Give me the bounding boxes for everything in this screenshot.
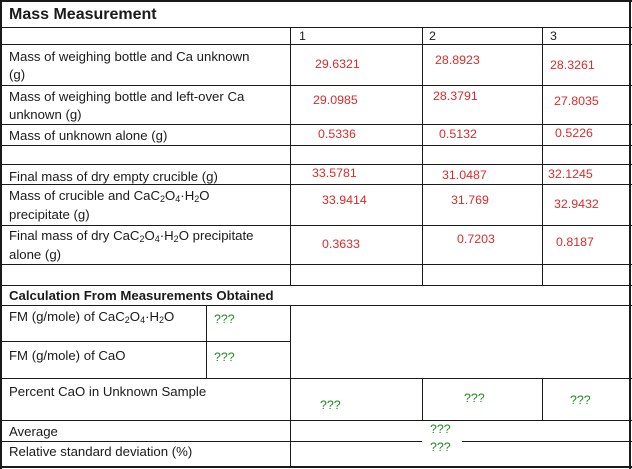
row-label-rsd: Relative standard deviation (%) (9, 444, 193, 459)
value-cell: 0.5336 (318, 127, 356, 141)
border-top (0, 0, 632, 2)
rule (0, 341, 290, 342)
rule (0, 420, 632, 421)
value-cell: 29.0985 (313, 93, 358, 107)
value-cell: 0.3633 (322, 237, 360, 251)
value-cell: 33.5781 (312, 166, 357, 180)
rule (0, 225, 632, 226)
rule (290, 305, 291, 467)
value-cell: 31.0487 (442, 168, 487, 182)
row-label-crucible-empty: Final mass of dry empty crucible (g) (9, 169, 218, 184)
row-label-precip-final: Final mass of dry $CaC_2O_4\cdot H_2O$ precipitate (9, 228, 254, 244)
rule (206, 305, 207, 378)
row-label-average: Average (9, 424, 58, 439)
percent-cao-value: ??? (320, 398, 341, 412)
row-label-bottle-leftover-2: unknown (g) (9, 107, 82, 122)
trial-header-2: 2 (429, 29, 436, 43)
value-cell: 32.9432 (554, 197, 599, 211)
rsd-value: ??? (430, 440, 451, 454)
row-label-bottle-unknown-2: (g) (9, 67, 26, 82)
value-cell: 31.769 (451, 193, 489, 207)
rule (462, 441, 632, 442)
row-label-crucible-precip-2: precipitate (g) (9, 207, 90, 222)
rule (542, 27, 543, 285)
rule (0, 124, 632, 125)
percent-cao-value: ??? (464, 391, 485, 405)
value-cell: 32.1245 (548, 167, 593, 181)
rule (290, 27, 291, 285)
value-cell: 28.3261 (550, 58, 595, 72)
value-cell: 27.8035 (554, 94, 599, 108)
rule (0, 145, 632, 146)
row-label-fm-cao: FM (g/mole) of CaO (9, 348, 126, 363)
rule (0, 305, 632, 306)
row-label-fm-oxalate: FM (g/mole) of $CaC_2O_4\cdot H_2O$ (9, 309, 175, 325)
trial-header-3: 3 (550, 29, 557, 43)
rule (422, 378, 423, 420)
rule (0, 27, 632, 28)
percent-cao-value: ??? (570, 393, 591, 407)
value-cell: 28.3791 (433, 89, 478, 103)
rule (542, 378, 543, 420)
value-cell: 28.8923 (435, 53, 480, 67)
row-label-percent-cao: Percent CaO in Unknown Sample (9, 384, 207, 399)
rule (0, 285, 632, 286)
rule (422, 27, 423, 285)
trial-header-1: 1 (299, 29, 306, 43)
value-cell: 0.8187 (556, 235, 594, 249)
value-cell: 33.9414 (322, 193, 367, 207)
calc-section-header: Calculation From Measurements Obtained (9, 288, 274, 303)
fm-cao-value: ??? (214, 350, 235, 364)
value-cell: 0.5226 (555, 126, 593, 140)
average-value: ??? (430, 422, 451, 436)
table-title: Mass Measurement (9, 6, 157, 23)
rule (0, 441, 422, 442)
row-label-bottle-unknown: Mass of weighing bottle and Ca unknown (9, 49, 250, 64)
border-left (0, 0, 2, 469)
border-right (629, 0, 631, 469)
rule (0, 264, 632, 265)
fm-oxalate-value: ??? (214, 312, 235, 326)
row-label-bottle-leftover: Mass of weighing bottle and left-over Ca (9, 89, 245, 104)
value-cell: 0.7203 (457, 232, 495, 246)
row-label-unknown-alone: Mass of unknown alone (g) (9, 128, 168, 143)
row-label-precip-final-2: alone (g) (9, 247, 62, 262)
value-cell: 0.5132 (439, 127, 477, 141)
border-bottom (0, 466, 632, 468)
rule (0, 378, 632, 379)
rule (0, 85, 632, 86)
rule (0, 44, 632, 45)
value-cell: 29.6321 (315, 57, 360, 71)
row-label-crucible-precip: Mass of crucible and $CaC_2O_4\cdot H_2O$ (9, 188, 210, 204)
